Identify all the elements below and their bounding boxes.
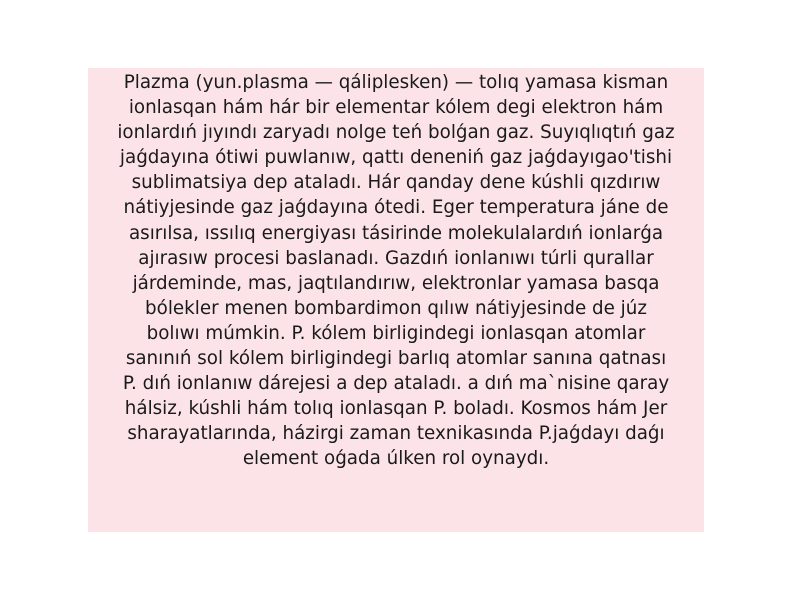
body-paragraph bbox=[96, 70, 696, 472]
text-line: jaǵdayına ótiwi puwlanıw, qattı deneniń gaz jaǵdayıgao'tishi bbox=[119, 147, 673, 169]
text-line: sanınıń sol kólem birligindegi barlıq atomlar sanına qatnası bbox=[125, 348, 667, 370]
text-line: sublimatsiya dep ataladı. Hár qanday dene kúshli qızdırıw bbox=[131, 172, 661, 194]
text-line: nátiyjesinde gaz jaǵdayına ótedi. Eger temperatura jáne de bbox=[123, 197, 669, 219]
text-box bbox=[88, 68, 704, 532]
text-line: bolıwı múmkin. P. kólem birligindegi ionlasqan atomlar bbox=[146, 322, 646, 344]
text-line: P. dıń ionlanıw dárejesi a dep ataladı. a dıń ma`nisine qaray bbox=[122, 373, 670, 395]
text-line: sharayatlarında, házirgi zaman texnikasında P.jaǵdayı daǵı bbox=[127, 423, 665, 445]
text-line: hálsiz, kúshli hám tolıq ionlasqan P. boladı. Kosmos hám Jer bbox=[124, 398, 668, 420]
text-line: asırılsa, ıssılıq energiyası tásirinde molekulalardıń ionlarǵa bbox=[128, 222, 664, 244]
text-line: bólekler menen bombardimon qılıw nátiyjesinde de júz bbox=[145, 297, 647, 319]
text-line: ajırasıw procesi baslanadı. Gazdıń ionlanıwı túrli qurallar bbox=[138, 247, 654, 269]
text-line: ionlardıń jıyındı zaryadı nolge teń bolǵan gaz. Suyıqlıqtıń gaz bbox=[117, 122, 675, 144]
text-line: járdeminde, mas, jaqtılandırıw, elektronlar yamasa basqa bbox=[132, 272, 660, 294]
text-line: ionlasqan hám hár bir elementar kólem degi elektron hám bbox=[128, 97, 664, 119]
text-line: Plazma (yun.plasma — qáliplesken) — tolıq yamasa kisman bbox=[123, 72, 669, 93]
text-line: element oǵada úlken rol oynaydı. bbox=[242, 448, 550, 470]
